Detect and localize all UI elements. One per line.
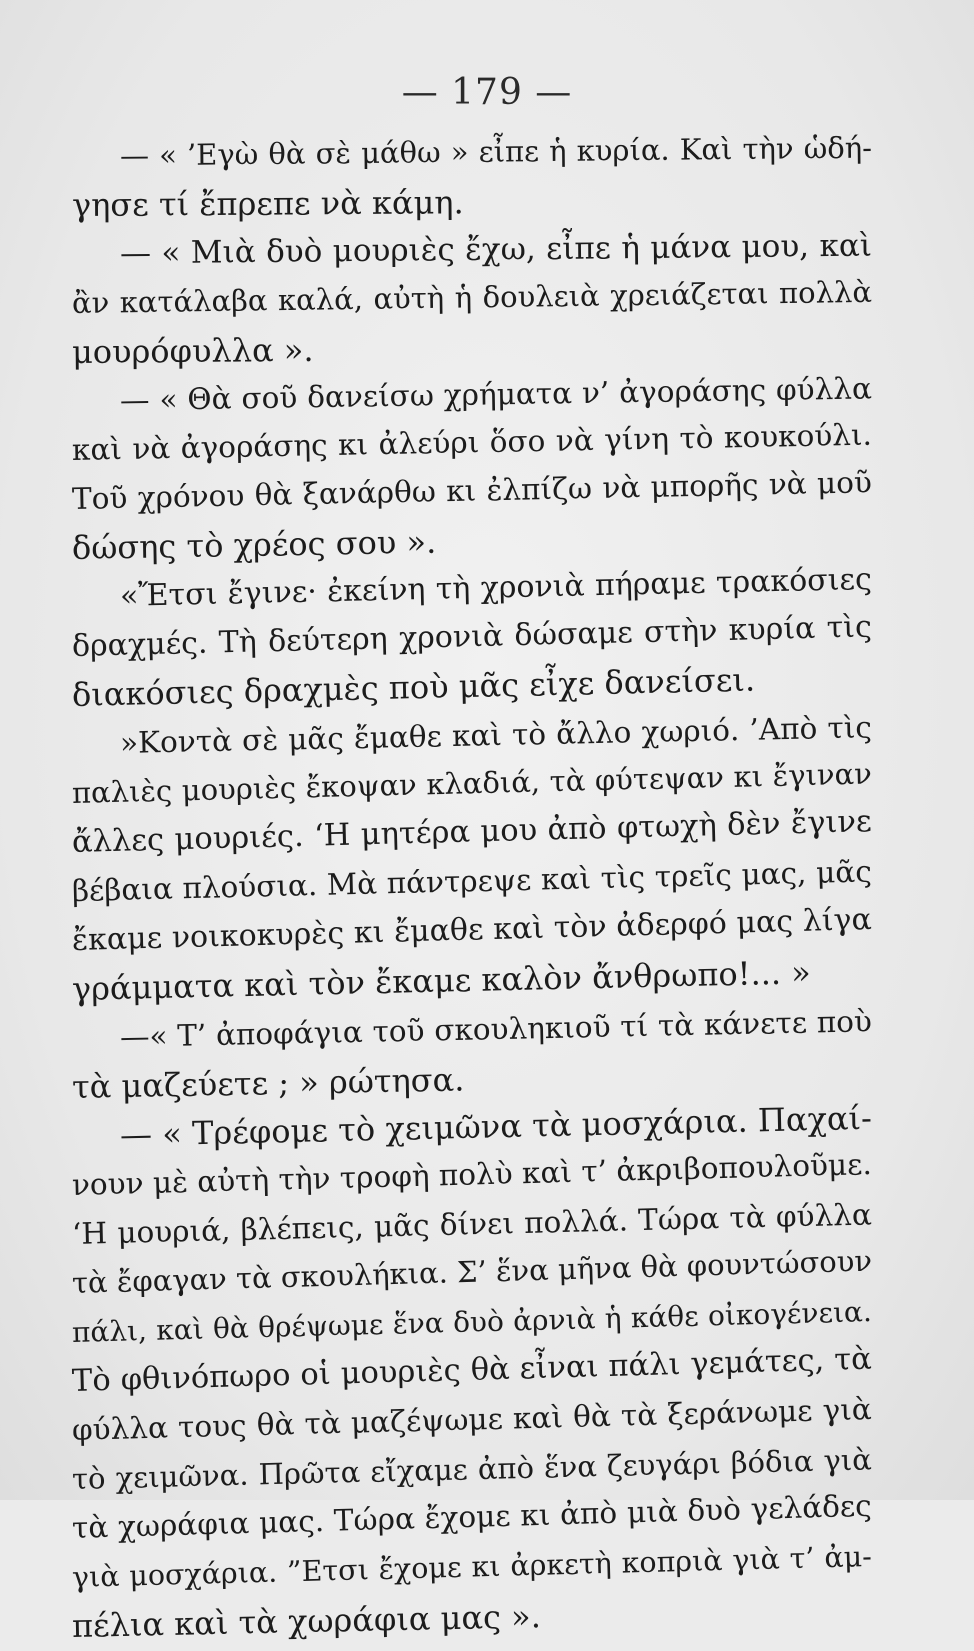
text-line: «Ἔτσι ἔγινε· ἐκείνη τὴ χρονιὰ πήραμε τρακόσιες xyxy=(119,561,873,614)
text-line: ‘Η μουριά, βλέπεις, μᾶς δίνει πολλά. Τώρα τὰ φύλλα xyxy=(71,1197,873,1251)
text-line: γιὰ μοσχάρια. ”Ετσι ἔχομε κι ἀρκετὴ κοπριὰ γιὰ τ’ ἀμ- xyxy=(71,1540,873,1594)
page-number: — 179 — xyxy=(401,72,573,113)
text-line: μουρόφυλλα ». xyxy=(71,330,314,371)
text-line: φύλλα τους θὰ τὰ μαζέψωμε καὶ θὰ τὰ ξεράνωμε γιὰ xyxy=(71,1392,873,1447)
text-line: ἂν κατάλαβα καλά, αὐτὴ ἡ δουλειὰ χρειάζεται πολλὰ xyxy=(71,274,873,320)
text-line: — « ’Εγὼ θὰ σὲ μάθω » εἶπε ἡ κυρία. Καὶ τὴν ὡδή- xyxy=(119,130,873,173)
text-line: Τοῦ χρόνου θὰ ξανάρθω κι ἐλπίζω νὰ μπορῆς νὰ μοῦ xyxy=(71,465,873,516)
text-line: νουν μὲ αὐτὴ τὴν τροφὴ πολὺ καὶ τ’ ἀκριβοπουλοῦμε. xyxy=(71,1147,873,1202)
text-line: βέβαια πλούσια. Μὰ πάντρεψε καὶ τὶς τρεῖς μας, μᾶς xyxy=(71,854,873,908)
text-line: παλιὲς μουριὲς ἔκοψαν κλαδιά, τὰ φύτεψαν κι ἔγιναν xyxy=(71,756,873,810)
text-line: γησε τί ἔπρεπε νὰ κάμη. xyxy=(71,183,464,224)
text-line: — « Θὰ σοῦ δανείσω χρήματα ν’ ἀγοράσης φύλλα xyxy=(119,371,873,418)
text-line: — « Τρέφομε τὸ χειμῶνα τὰ μοσχάρια. Παχαί- xyxy=(119,1098,873,1154)
text-line: »Κοντὰ σὲ μᾶς ἔμαθε καὶ τὸ ἄλλο χωριό. ’Απὸ τὶς xyxy=(119,710,873,760)
text-line: δώσης τὸ χρέος σου ». xyxy=(71,522,437,567)
text-line: διακόσιες δραχμὲς ποὺ μᾶς εἶχε δανείσει. xyxy=(71,660,756,714)
text-line: — « Μιὰ δυὸ μουριὲς ἔχω, εἶπε ἡ μάνα μου, καὶ xyxy=(119,227,873,272)
text-line: Τὸ φθινόπωρο οἱ μουριὲς θὰ εἶναι πάλι γεμάτες, τὰ xyxy=(71,1341,873,1399)
text-line: τὰ μαζεύετε ; » ρώτησα. xyxy=(71,1060,465,1106)
text-line: τὰ ἔφαγαν τὰ σκουλήκια. Σ’ ἕνα μῆνα θὰ φουντώσουν xyxy=(71,1243,873,1300)
text-line: —« Τ’ ἀποφάγια τοῦ σκουληκιοῦ τί τὰ κάνετε ποὺ xyxy=(119,1004,873,1054)
text-line: πέλια καὶ τὰ χωράφια μας ». xyxy=(71,1597,542,1645)
text-line: πάλι, καὶ θὰ θρέψωμε ἕνα δυὸ ἀρνιὰ ἡ κάθε οἰκογένεια. xyxy=(71,1295,873,1349)
text-line: τὸ χειμῶνα. Πρῶτα εἴχαμε ἀπὸ ἕνα ζευγάρι βόδια γιὰ xyxy=(71,1442,873,1496)
text-line: δραχμές. Τὴ δεύτερη χρονιὰ δώσαμε στὴν κυρία τὶς xyxy=(71,609,873,664)
text-line: ἔκαμε νοικοκυρὲς κι ἔμαθε καὶ τὸν ἀδερφό μας λίγα xyxy=(71,902,873,958)
text-line: τὰ χωράφια μας. Τώρα ἔχομε κι ἀπὸ μιὰ δυὸ γελάδες xyxy=(71,1488,873,1545)
text-line: γράμματα καὶ τὸν ἔκαμε καλὸν ἄνθρωπο!... » xyxy=(71,953,812,1008)
text-line: καὶ νὰ ἀγοράσης κι ἀλεύρι ὅσο νὰ γίνη τὸ κουκούλι. xyxy=(71,417,873,467)
body-text xyxy=(72,132,872,1651)
text-line: ἄλλες μουριές. ‘Η μητέρα μου ἀπὸ φτωχὴ δὲν ἔγινε xyxy=(71,804,873,860)
